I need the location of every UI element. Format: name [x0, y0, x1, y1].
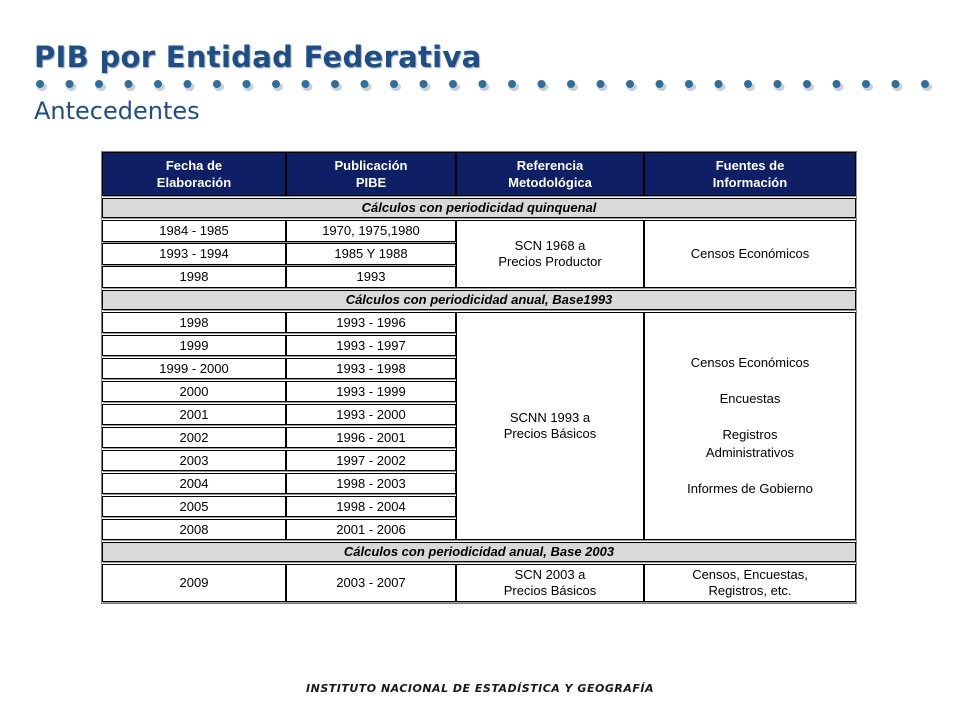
sources-cell-quinquenal: Censos Económicos — [644, 220, 856, 288]
table-cell-fecha: 1999 — [102, 335, 286, 356]
institution-footer: INSTITUTO NACIONAL DE ESTADÍSTICA Y GEOGRAFÍA — [306, 682, 654, 695]
table-cell-fecha: 1998 — [102, 266, 286, 288]
divider-dot — [538, 80, 546, 88]
table-cell-fecha: 2009 — [102, 564, 286, 602]
divider-dot — [184, 80, 192, 88]
divider-dot — [390, 80, 398, 88]
divider-dot — [272, 80, 280, 88]
divider-dot — [420, 80, 428, 88]
table-cell-fecha: 2008 — [102, 519, 286, 540]
table-cell-fecha: 1984 - 1985 — [102, 220, 286, 242]
sources-cell-base2003: Censos, Encuestas, Registros, etc. — [644, 564, 856, 602]
table-cell-publicacion: 1993 - 1998 — [286, 358, 456, 379]
divider-dot — [361, 80, 369, 88]
table-cell-fecha: 2004 — [102, 473, 286, 494]
table-cell-publicacion: 2001 - 2006 — [286, 519, 456, 540]
divider-dot — [243, 80, 251, 88]
divider-dot — [331, 80, 339, 88]
table-cell-publicacion: 1993 - 2000 — [286, 404, 456, 425]
divider-dot — [479, 80, 487, 88]
table-cell-publicacion: 1970, 1975,1980 — [286, 220, 456, 242]
divider-dot — [302, 80, 310, 88]
divider-dot — [66, 80, 74, 88]
section-title-quinquenal: Cálculos con periodicidad quinquenal — [102, 198, 856, 218]
table-cell-publicacion: 1998 - 2003 — [286, 473, 456, 494]
table-cell-publicacion: 1993 — [286, 266, 456, 288]
table-cell-publicacion: 1993 - 1999 — [286, 381, 456, 402]
divider-dot — [449, 80, 457, 88]
table-cell-fecha: 1998 — [102, 312, 286, 333]
divider-dot — [508, 80, 516, 88]
divider-dot — [36, 80, 44, 88]
divider-dot — [656, 80, 664, 88]
table-cell-publicacion: 1993 - 1997 — [286, 335, 456, 356]
table-cell-fecha: 2002 — [102, 427, 286, 448]
table-cell-publicacion: 1996 - 2001 — [286, 427, 456, 448]
table-cell-fecha: 2001 — [102, 404, 286, 425]
table-cell-fecha: 2005 — [102, 496, 286, 517]
divider-dot — [774, 80, 782, 88]
divider-dot — [862, 80, 870, 88]
divider-dot — [892, 80, 900, 88]
divider-dot — [213, 80, 221, 88]
table-cell-publicacion: 2003 - 2007 — [286, 564, 456, 602]
page-subtitle: Antecedentes — [34, 97, 200, 125]
table-cell-publicacion: 1997 - 2002 — [286, 450, 456, 471]
column-header-fuentes: Fuentes de Información — [644, 152, 856, 196]
dotted-divider — [0, 73, 960, 97]
divider-dot — [685, 80, 693, 88]
table-cell-publicacion: 1985 Y 1988 — [286, 243, 456, 265]
divider-dot — [803, 80, 811, 88]
reference-cell-base2003: SCN 2003 a Precios Básicos — [456, 564, 644, 602]
section-title-base2003: Cálculos con periodicidad anual, Base 2003 — [102, 542, 856, 562]
divider-dot — [597, 80, 605, 88]
history-table — [101, 151, 857, 604]
reference-cell-base1993: SCNN 1993 a Precios Básicos — [456, 312, 644, 540]
reference-cell-quinquenal: SCN 1968 a Precios Productor — [456, 220, 644, 288]
divider-dot — [833, 80, 841, 88]
divider-dot — [626, 80, 634, 88]
section-title-base1993: Cálculos con periodicidad anual, Base1993 — [102, 290, 856, 310]
divider-dot — [125, 80, 133, 88]
divider-dot — [921, 80, 929, 88]
column-header-fecha: Fecha de Elaboración — [102, 152, 286, 196]
divider-dot — [567, 80, 575, 88]
table-cell-publicacion: 1993 - 1996 — [286, 312, 456, 333]
divider-dot — [154, 80, 162, 88]
table-cell-fecha: 2003 — [102, 450, 286, 471]
divider-dot — [95, 80, 103, 88]
table-cell-fecha: 1993 - 1994 — [102, 243, 286, 265]
divider-dot — [744, 80, 752, 88]
table-cell-publicacion: 1998 - 2004 — [286, 496, 456, 517]
page-title: PIB por Entidad Federativa — [34, 40, 482, 74]
column-header-publicacion: Publicación PIBE — [286, 152, 456, 196]
sources-cell-base1993: Censos Económicos Encuestas Registros Administrativos Informes de Gobierno — [644, 312, 856, 540]
divider-dot — [715, 80, 723, 88]
table-cell-fecha: 1999 - 2000 — [102, 358, 286, 379]
column-header-referencia: Referencia Metodológica — [456, 152, 644, 196]
table-cell-fecha: 2000 — [102, 381, 286, 402]
